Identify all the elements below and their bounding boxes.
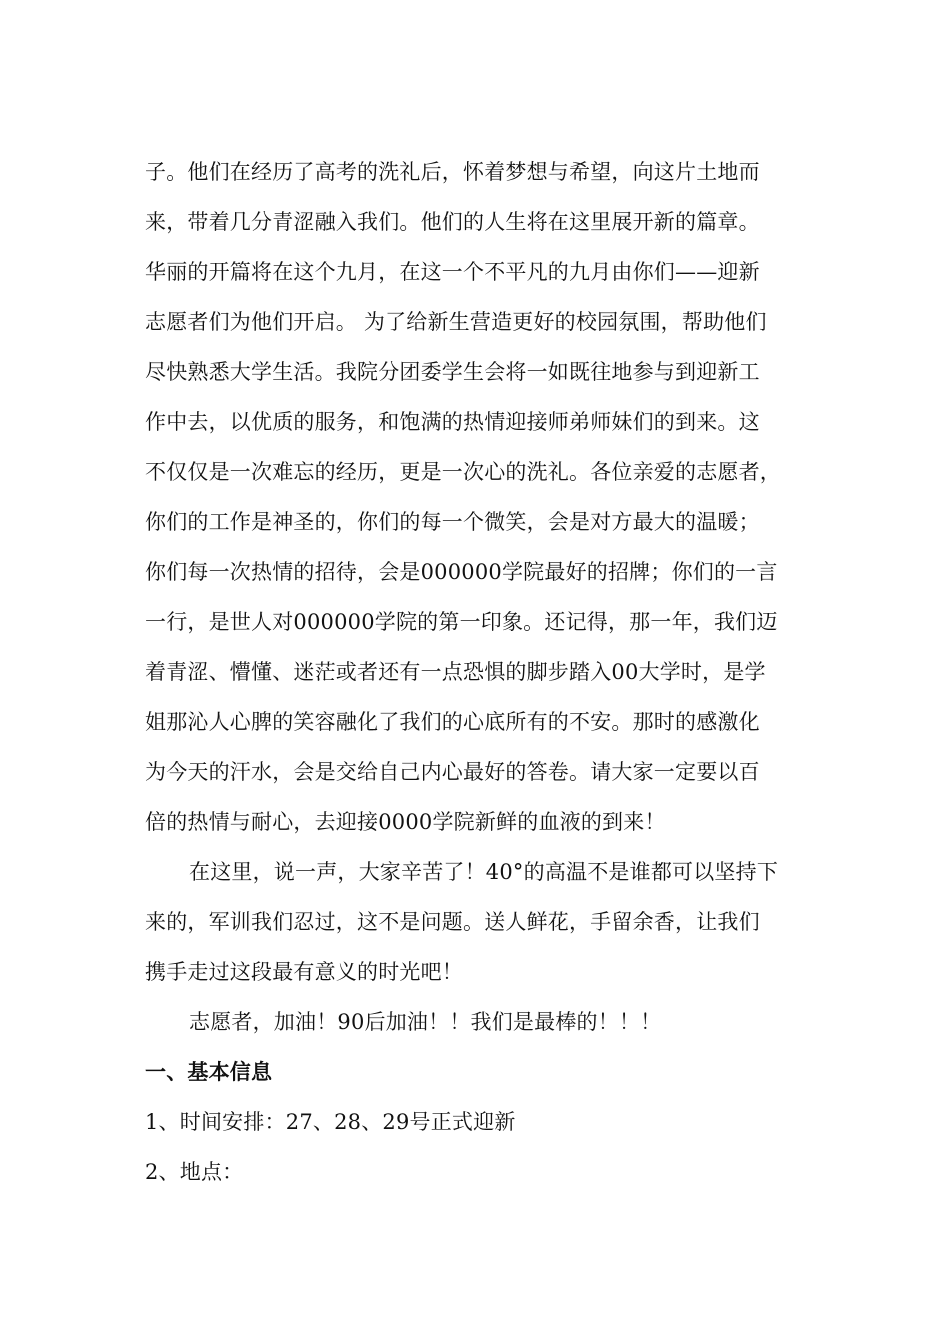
paragraph-line: 子。他们在经历了高考的洗礼后，怀着梦想与希望，向这片土地而 (145, 160, 760, 184)
paragraph-line: 志愿者们为他们开启。 为了给新生营造更好的校园氛围，帮助他们 (145, 310, 767, 334)
paragraph-line: 倍的热情与耐心，去迎接0000学院新鲜的血液的到来！ (145, 810, 666, 834)
paragraph-line: 着青涩、懵懂、迷茫或者还有一点恐惧的脚步踏入00大学时，是学 (145, 660, 766, 684)
list-item-location: 2、地点： (145, 1160, 244, 1184)
list-item-schedule: 1、时间安排：27、28、29号正式迎新 (145, 1110, 516, 1134)
paragraph-line: 你们每一次热情的招待，会是000000学院最好的招牌；你们的一言 (145, 560, 778, 584)
paragraph-line: 为今天的汗水，会是交给自己内心最好的答卷。请大家一定要以百 (145, 760, 760, 784)
paragraph-line: 姐那沁人心脾的笑容融化了我们的心底所有的不安。那时的感激化 (145, 710, 760, 734)
paragraph-line: 来的，军训我们忍过，这不是问题。送人鲜花，手留余香，让我们 (145, 910, 760, 934)
paragraph-line: 在这里，说一声，大家辛苦了！40°的高温不是谁都可以坚持下 (189, 860, 779, 884)
section-heading: 一、基本信息 (145, 1059, 273, 1084)
paragraph-line: 尽快熟悉大学生活。我院分团委学生会将一如既往地参与到迎新工 (145, 360, 760, 384)
paragraph-line: 一行，是世人对000000学院的第一印象。还记得，那一年，我们迈 (145, 610, 778, 634)
paragraph-line: 不仅仅是一次难忘的经历，更是一次心的洗礼。各位亲爱的志愿者， (145, 460, 781, 484)
paragraph-line: 携手走过这段最有意义的时光吧！ (145, 960, 463, 984)
paragraph-line: 华丽的开篇将在这个九月，在这一个不平凡的九月由你们——迎新 (145, 260, 760, 284)
paragraph-line: 作中去，以优质的服务，和饱满的热情迎接师弟师妹们的到来。这 (145, 410, 760, 434)
paragraph-line: 来，带着几分青涩融入我们。他们的人生将在这里展开新的篇章。 (145, 210, 760, 234)
closing-paragraph: 志愿者，加油！90后加油！！我们是最棒的！！！ (189, 1010, 662, 1034)
paragraph-line: 你们的工作是神圣的，你们的每一个微笑，会是对方最大的温暖； (145, 510, 760, 534)
